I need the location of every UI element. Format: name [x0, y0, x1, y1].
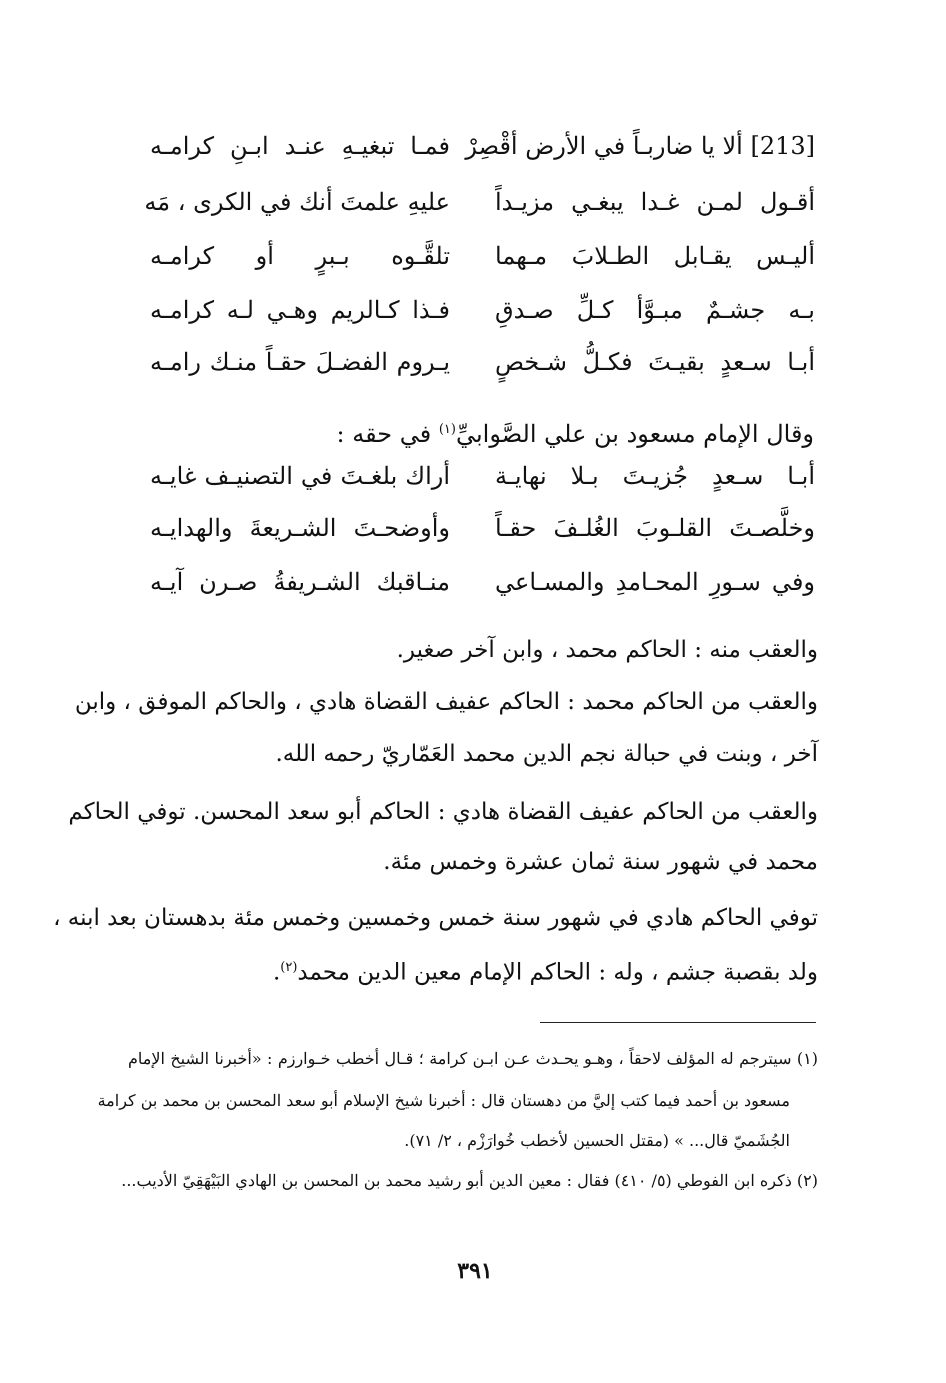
verse-first-hemistich: وفي سـورِ المحـامدِ والمسـاعي — [495, 568, 815, 596]
intro-text: وقال الإمام مسعود بن علي الصَّوابيِّ — [455, 420, 814, 448]
paragraph-descendants: والعقب منه : الحاكم محمد ، وابن آخر صغير. — [396, 637, 818, 663]
verse-second-hemistich: عليهِ علمتَ أنك في الكرى ، مَه — [144, 188, 450, 216]
verse-second-hemistich: يـروم الفضـلَ حقـاً منـك رامـه — [150, 348, 450, 376]
paragraph-end: . — [272, 959, 281, 986]
verse-first-hemistich: أبـا سـعدٍ جُزيـتَ بـلا نهايـة — [495, 462, 815, 490]
verse-line — [150, 508, 815, 548]
verse-line — [150, 126, 815, 166]
verse-second-hemistich: منـاقبك الشـريفةُ صـرن آيـه — [150, 568, 450, 596]
intro-tail: في حقه : — [336, 420, 439, 448]
verse-line — [150, 562, 815, 602]
verse-line — [150, 290, 815, 330]
paragraph-text: ولد بقصبة جشم ، وله : الحاكم الإمام معين الدين محمد — [297, 959, 818, 986]
verse-second-hemistich: فـذا كـالريم وهـي لـه كرامـه — [150, 296, 450, 324]
footnote-marker-1: (١) — [438, 422, 456, 437]
verse-intro — [337, 410, 814, 454]
verse-line — [150, 456, 815, 496]
verse-second-hemistich: تلقَّـوه بـبرٍ أو كرامـه — [150, 242, 450, 270]
verse-line — [150, 342, 815, 382]
page-number: ٣٩١ — [457, 1258, 493, 1284]
paragraph-line: آخر ، وبنت في حبالة نجم الدين محمد العَمّاريّ رحمه الله. — [275, 741, 818, 767]
paragraph-line — [128, 948, 818, 993]
footnote-1-line: (١) سيترجم له المؤلف لاحقاً ، وهـو يحـدث عـن ابـن كرامة ؛ قـال أخطب خـوارزم : «أخبرنا الشيخ الإمام — [128, 1049, 818, 1068]
paragraph-line: محمد في شهور سنة ثمان عشرة وخمس مئة. — [383, 849, 818, 875]
verse-first-hemistich: بـه جشـمٌ مبـوَّأ كـلِّ صـدقِ — [495, 296, 815, 324]
verse-second-hemistich: فمـا تبغيـهِ عنـد ابـنِ كرامـه — [150, 132, 450, 160]
verse-line — [144, 182, 815, 222]
verse-first-hemistich: أبـا سـعدٍ بقيـتَ فكـلُّ شـخصٍ — [495, 348, 815, 376]
paragraph-line: توفي الحاكم هادي في شهور سنة خمس وخمسين وخمس مئة بدهستان بعد ابنه ، — [53, 905, 818, 931]
verse-first-hemistich: أليـس يقـابل الطـلابَ مـهما — [495, 242, 815, 270]
footnote-1-line: الجُشَميّ قال... » (مقتل الحسين لأخطب خُوارَزْم ، ٢/ ٧١). — [404, 1131, 790, 1150]
paragraph-line: والعقب من الحاكم عفيف القضاة هادي : الحاكم أبو سعد المحسن. توفي الحاكم — [68, 799, 818, 825]
paragraph-line: والعقب من الحاكم محمد : الحاكم عفيف القضاة هادي ، والحاكم الموفق ، وابن — [74, 689, 818, 715]
verse-second-hemistich: وأوضحـتَ الشـريعةَ والهدايـه — [150, 514, 450, 542]
footnote-marker-2: (٢) — [280, 960, 298, 975]
footnote-1-line: مسعود بن أحمد فيما كتب إليَّ من دهستان قال : أخبرنا شيخ الإسلام أبو سعد المحسن بن محمد بن كرامة — [97, 1091, 790, 1110]
footnote-2: (٢) ذكره ابن الفوطي (٥/ ٤١٠) فقال : معين الدين أبو رشيد محمد بن المحسن بن الهادي البَيْهَقِيّ الأديب... — [121, 1171, 818, 1190]
verse-first-hemistich: أقـول لمـن غـدا يبغـي مزيـداً — [495, 188, 815, 216]
verse-second-hemistich: أراك بلغـتَ في التصنيـف غايـه — [150, 462, 450, 490]
footnote-separator — [540, 1022, 816, 1023]
verse-first-hemistich: وخلَّصـتَ القلـوبَ الغُلـفَ حقـاً — [495, 514, 815, 542]
verse-line — [150, 236, 815, 276]
verse-first-hemistich: [213] ألا يا ضاربـاً في الأرض أقْصِرْ — [465, 132, 815, 160]
